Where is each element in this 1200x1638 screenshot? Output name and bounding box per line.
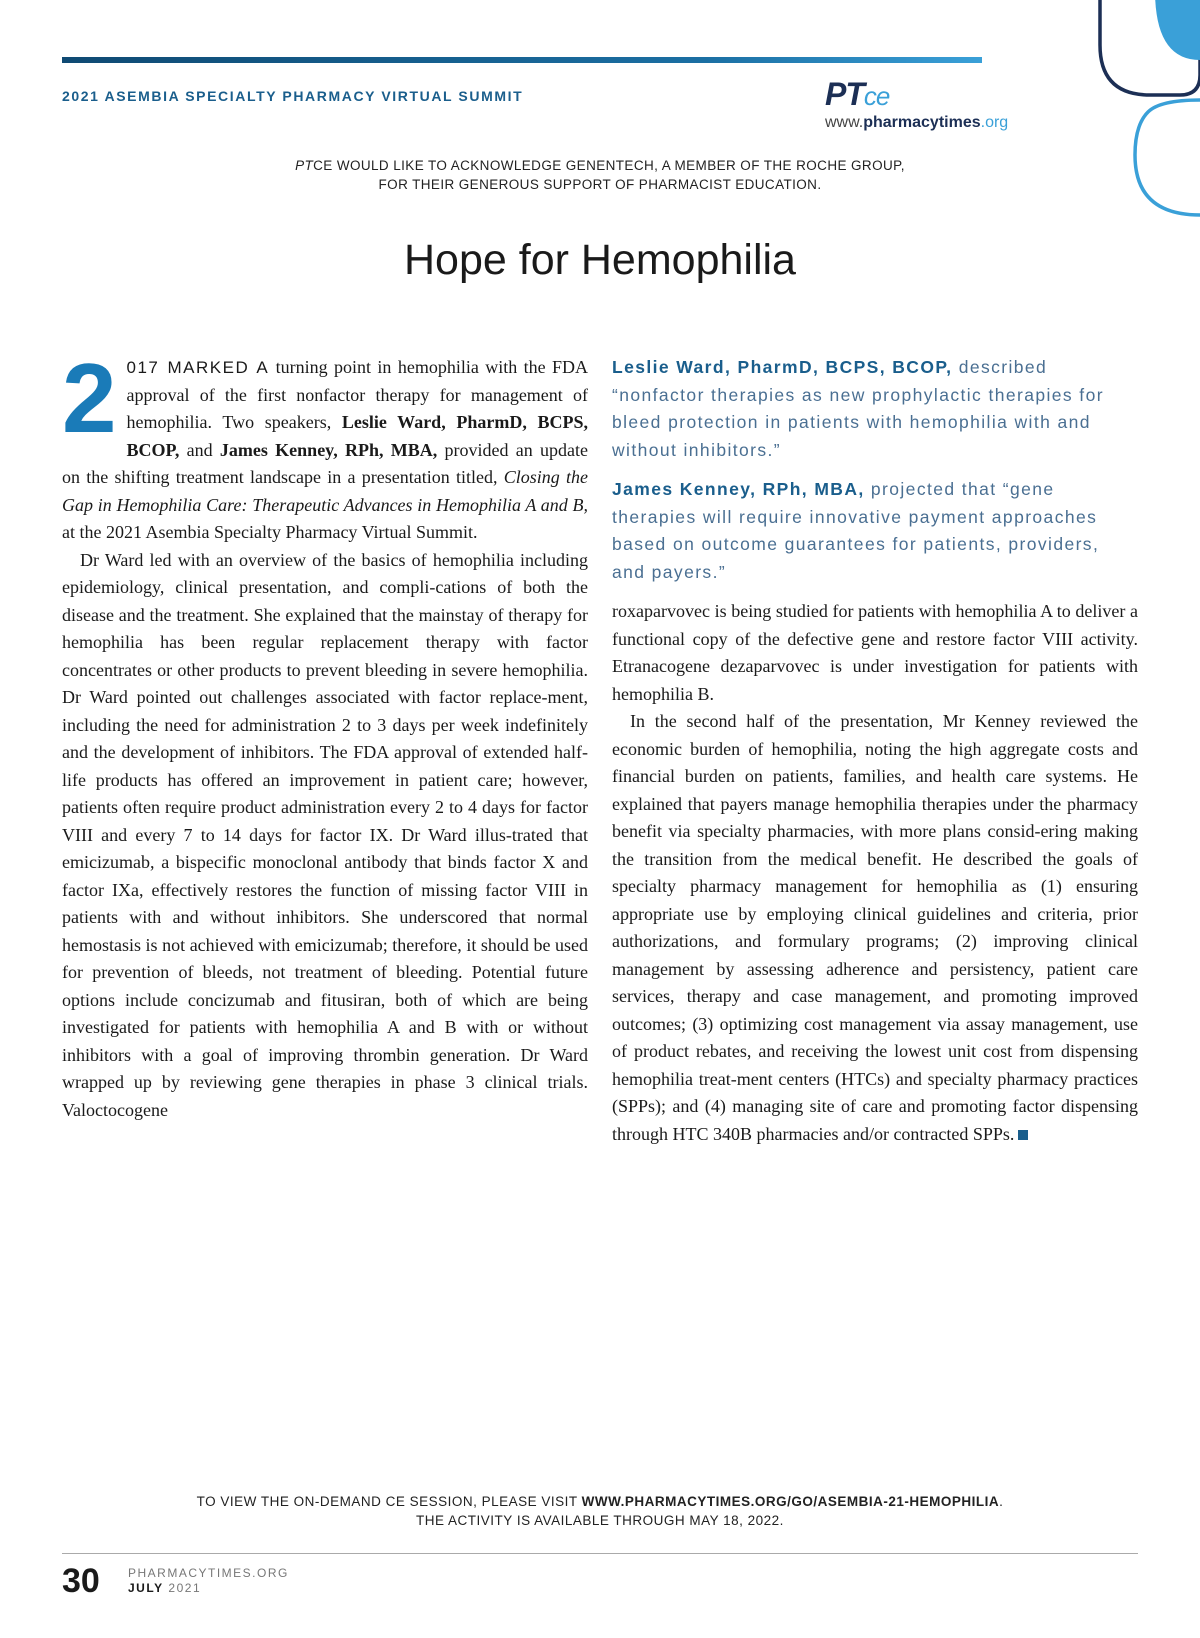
pharmacytimes-url: www.pharmacytimes.org: [825, 114, 1009, 131]
footer-meta: PHARMACYTIMES.ORG JULY 2021: [128, 1566, 289, 1595]
ce-session-link[interactable]: WWW.PHARMACYTIMES.ORG/GO/ASEMBIA-21-HEMOPHILIA: [581, 1494, 1000, 1509]
article-paragraph: Dr Ward led with an overview of the basics of hemophilia including epidemiology, clinical presentation, and compli-cations of both the disease and the treatment. She explained that the mainstay of therapy for hemophilia has been regular replacement therapy with factor concentrates or other products to prevent bleeding in severe hemophilia. Dr Ward pointed out challenges associated with factor replace-ment, including the need for administration 2 to 3 days per week indefinitely and the development of inhibitors. The FDA approval of extended half-life products has offered an improvement in patient care; however, patients often require product administration every 2 to 4 days for factor VIII and every 7 to 14 days for factor IX. Dr Ward illus-trated that emicizumab, a bispecific monoclonal antibody that binds factor X and factor IXa, effectively restores the function of missing factor VIII in patients with and without inhibitors. She underscored that normal hemostasis is not achieved with emicizumab; therefore, it should be used for prevention of bleeds, not treatment of bleeding. Potential future options include concizumab and fitusiran, both of which are being investigated for patients with hemophilia A and B with or without inhibitors with a goal of improving thrombin generation. Dr Ward wrapped up by reviewing gene therapies in phase 3 clinical trials. Valoctocogene: [62, 549, 588, 1120]
drop-cap: 2: [62, 343, 117, 453]
summit-label: 2021 ASEMBIA SPECIALTY PHARMACY VIRTUAL SUMMIT: [62, 88, 524, 104]
article-column-left: [62, 343, 589, 1124]
ce-session-note: TO VIEW THE ON-DEMAND CE SESSION, PLEASE VISIT WWW.PHARMACYTIMES.ORG/GO/ASEMBIA-21-HEMOPHILIA. THE ACTIVITY IS AVAILABLE THROUGH MAY 18, 2022.: [196, 1494, 1004, 1528]
header-rule: [62, 57, 982, 63]
ptce-logo[interactable]: [825, 78, 1008, 132]
acknowledgement: PTCE WOULD LIKE TO ACKNOWLEDGE GENENTECH, A MEMBER OF THE ROCHE GROUP, FOR THEIR GENEROUS SUPPORT OF PHARMACIST EDUCATION.: [295, 158, 905, 192]
end-mark-icon: [1018, 1130, 1028, 1140]
footer-rule: [62, 1553, 1138, 1554]
article-paragraph-intro: 2 017 MARKED A turning point in hemophilia with the FDA approval of the first nonfactor therapy for management of hemophilia. Two speakers, Leslie Ward, PharmD, BCPS, BCOP, and James Kenney, RPh, MBA, provided an update on the shifting treatment landscape in a presentation titled, Closing the Gap in Hemophilia Care: Therapeutic Advances in Hemophilia A and B, at the 2021 Asembia Specialty Pharmacy Virtual Summit.: [62, 343, 589, 542]
pull-quote-ward: Leslie Ward, PharmD, BCPS, BCOP, described “nonfactor therapies as new prophylactic therapies for bleed protection in patients with hemophilia with and without inhibitors.”: [612, 357, 1104, 460]
page-number: 30: [62, 1562, 100, 1600]
pull-quote-kenney: James Kenney, RPh, MBA, projected that “gene therapies will require innovative payment approaches based on outcome guarantees for patients, providers, and payers.”: [612, 479, 1100, 582]
article-column-right: [612, 354, 1138, 1148]
article-paragraph: roxaparvovec is being studied for patients with hemophilia A to deliver a functional copy of the defective gene and restore factor VIII activity. Etranacogene dezaparvovec is under investigation for patients with hemophilia B.: [612, 601, 1138, 704]
ptce-wordmark: PTce: [825, 76, 890, 112]
article-title: Hope for Hemophilia: [404, 236, 796, 284]
article-paragraph-final: In the second half of the presentation, Mr Kenney reviewed the economic burden of hemophilia, noting the high aggregate costs and financial burden on patients, families, and health care systems. He explained that payers manage hemophilia therapies under the pharmacy benefit via specialty pharmacies, with more plans consid-ering making the transition from the medical benefit. He described the goals of specialty pharmacy management for hemophilia as (1) ensuring appropriate use by employing clinical guidelines and criteria, prior authorizations, and formulary programs; (2) improving clinical management by assessing adherence and persistency, patient care services, therapy and case management, and promoting improved outcomes; (3) optimizing cost management via assay management, use of product rebates, and receiving the lowest unit cost from dispensing hemophilia treat-ment centers (HTCs) and specialty pharmacy practices (SPPs); and (4) managing site of care and promoting factor dispensing through HTC 340B pharmacies and/or contracted SPPs.: [612, 711, 1138, 1144]
